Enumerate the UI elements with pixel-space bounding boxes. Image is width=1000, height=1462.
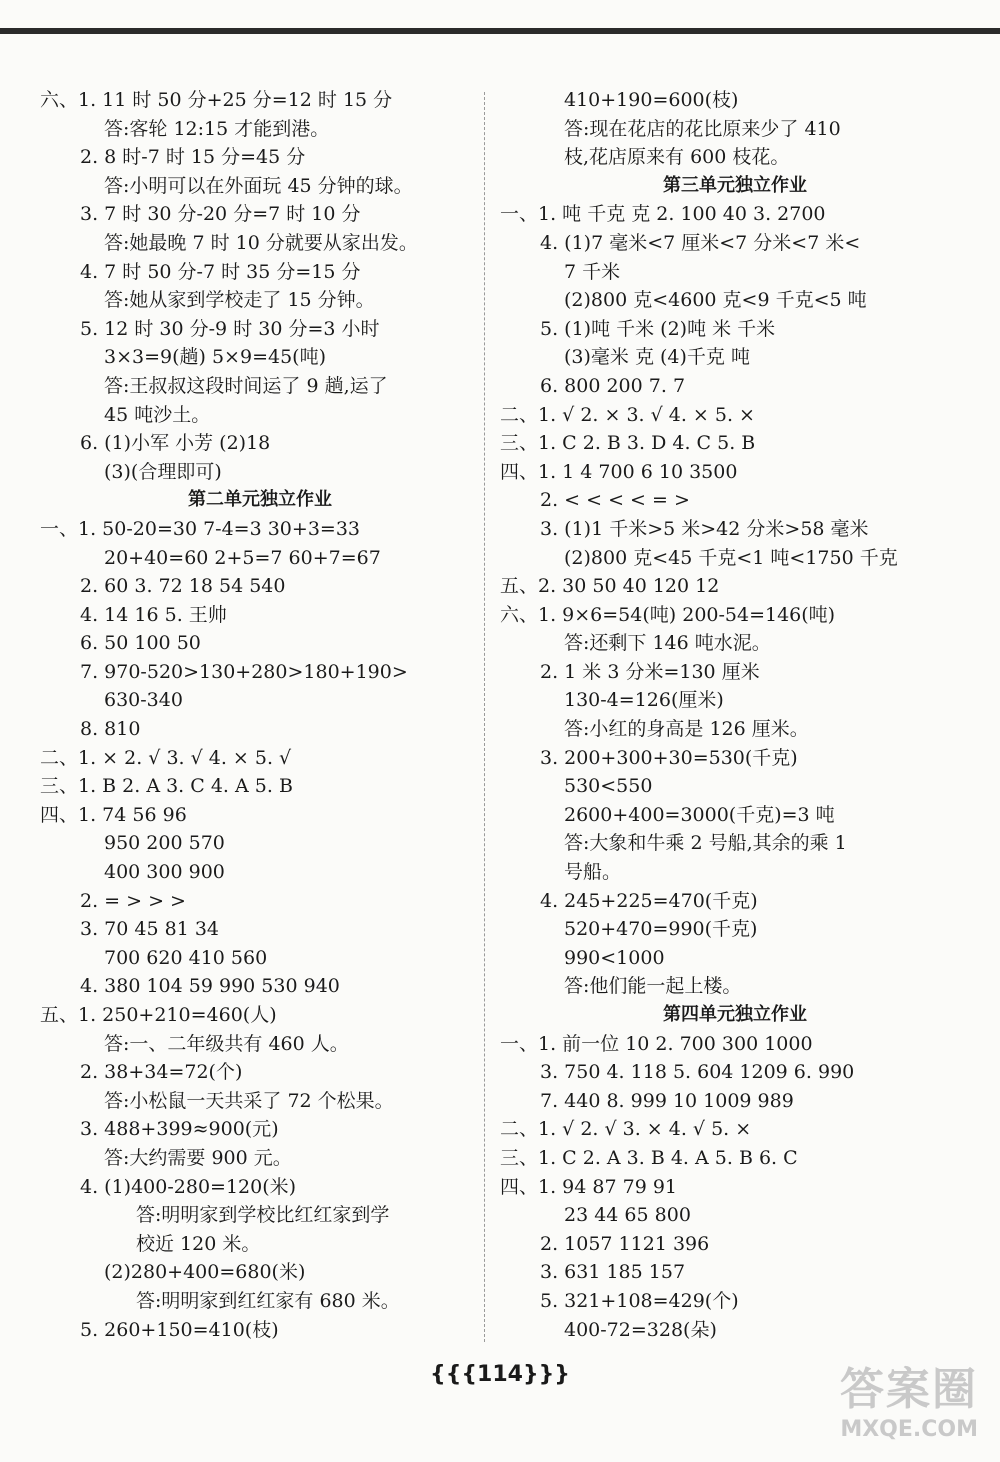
section-heading: 第二单元独立作业 (188, 489, 332, 511)
answer-line: 530<550 (564, 775, 653, 798)
answer-line: 23 44 65 800 (564, 1204, 691, 1227)
answer-line: 答:现在花店的花比原来少了 410 (564, 117, 841, 140)
answer-line: 3. 750 4. 118 5. 604 1209 6. 990 (540, 1061, 855, 1084)
answer-line: 4. (1)400-280=120(米) (80, 1175, 297, 1198)
right-answer-column (500, 86, 970, 1344)
answer-line: 三、1. C 2. A 3. B 4. A 5. B 6. C (500, 1146, 798, 1169)
answer-line: 校近 120 米。 (136, 1232, 261, 1255)
answer-line: 二、1. × 2. √ 3. √ 4. × 5. √ (40, 746, 292, 769)
answer-line: 答:明明家到学校比红红家到学 (136, 1204, 390, 1227)
answer-line: 枝,花店原来有 600 枝花。 (564, 146, 790, 169)
answer-line: 答:小红的身高是 126 厘米。 (564, 718, 809, 741)
answer-line: 答:小明可以在外面玩 45 分钟的球。 (104, 174, 413, 197)
answer-line: 6. 50 100 50 (80, 632, 201, 655)
answer-line: 3. 70 45 81 34 (80, 918, 219, 941)
answer-line: 答:小松鼠一天共采了 72 个松果。 (104, 1089, 394, 1112)
answer-line: 400 300 900 (104, 861, 225, 884)
answer-line: 2600+400=3000(千克)=3 吨 (564, 803, 835, 826)
answer-line: 3×3=9(趟) 5×9=45(吨) (104, 346, 326, 369)
answer-line: 答:大象和牛乘 2 号船,其余的乘 1 (564, 832, 847, 855)
answer-line: 4. 380 104 59 990 530 940 (80, 975, 340, 998)
top-rule (0, 28, 1000, 34)
answer-line: 答:她最晚 7 时 10 分就要从家出发。 (104, 231, 418, 254)
watermark-logo (840, 1353, 978, 1442)
answer-line: 答:明明家到红红家有 680 米。 (136, 1289, 400, 1312)
answer-line: 一、1. 前一位 10 2. 700 300 1000 (500, 1032, 813, 1055)
answer-line: 2. 38+34=72(个) (80, 1061, 243, 1084)
answer-line: 二、1. √ 2. √ 3. × 4. √ 5. × (500, 1118, 752, 1141)
answer-line: 四、1. 94 87 79 91 (500, 1175, 677, 1198)
answer-line: 六、1. 11 时 50 分+25 分=12 时 15 分 (40, 89, 393, 111)
answer-line: 答:客轮 12:15 才能到港。 (104, 117, 330, 140)
answer-line: 5. 12 时 30 分-9 时 30 分=3 小时 (80, 317, 380, 340)
page-number: {{{114}}} (430, 1362, 570, 1387)
answer-line: 答:一、二年级共有 460 人。 (104, 1032, 349, 1055)
answer-line: 700 620 410 560 (104, 946, 268, 969)
section-heading: 第四单元独立作业 (663, 1004, 807, 1025)
answer-line: 950 200 570 (104, 832, 225, 855)
answer-line: 400-72=328(朵) (564, 1318, 717, 1341)
answer-line: 答:王叔叔这段时间运了 9 趟,运了 (104, 374, 388, 397)
answer-line: 630-340 (104, 689, 183, 712)
answer-line: 一、1. 吨 千克 克 2. 100 40 3. 2700 (500, 203, 826, 226)
answer-line: 三、1. B 2. A 3. C 4. A 5. B (40, 775, 293, 798)
answer-line: 410+190=600(枝) (564, 89, 739, 111)
answer-line: 3. 7 时 30 分-20 分=7 时 10 分 (80, 203, 361, 226)
answer-line: 3. 631 185 157 (540, 1261, 686, 1284)
section-heading: 第三单元独立作业 (663, 174, 807, 196)
answer-line: 45 吨沙土。 (104, 403, 211, 426)
answer-line: 3. 488+399≈900(元) (80, 1118, 279, 1141)
answer-line: 3. (1)1 千米>5 米>42 分米>58 毫米 (540, 517, 869, 540)
answer-line: 2. = > > > (80, 889, 186, 912)
watermark-cn: 答案圈 (840, 1364, 978, 1415)
answer-line: 答:他们能一起上楼。 (564, 975, 742, 998)
answer-line: (3)毫米 克 (4)千克 吨 (564, 346, 750, 369)
answer-line: 5. 260+150=410(枝) (80, 1318, 279, 1341)
answer-line: 6. 800 200 7. 7 (540, 374, 686, 397)
answer-line: 四、1. 1 4 700 6 10 3500 (500, 460, 738, 483)
answer-line: 7 千米 (564, 260, 621, 283)
answer-line: 4. (1)7 毫米<7 厘米<7 分米<7 米< (540, 231, 861, 254)
answer-line: 二、1. √ 2. × 3. √ 4. × 5. × (500, 403, 755, 426)
answer-line: 5. 321+108=429(个) (540, 1289, 739, 1312)
answer-line: 4. 245+225=470(千克) (540, 889, 758, 912)
answer-line: 2. 1057 1121 396 (540, 1232, 710, 1255)
answer-line: 7. 970-520>130+280>180+190> (80, 660, 408, 683)
answer-line: 2. 60 3. 72 18 54 540 (80, 575, 286, 598)
watermark-url: MXQE.COM (840, 1417, 978, 1442)
answer-line: 3. 200+300+30=530(千克) (540, 746, 798, 769)
answer-line: 五、2. 30 50 40 120 12 (500, 575, 720, 598)
column-divider (484, 92, 485, 1342)
answer-line: 三、1. C 2. B 3. D 4. C 5. B (500, 432, 756, 455)
answer-line: (2)800 克<4600 克<9 千克<5 吨 (564, 289, 867, 312)
answer-line: 一、1. 50-20=30 7-4=3 30+3=33 (40, 517, 361, 540)
answer-line: (3)(合理即可) (104, 460, 222, 483)
answer-line: 四、1. 74 56 96 (40, 803, 187, 826)
answer-line: 2. 8 时-7 时 15 分=45 分 (80, 146, 306, 169)
answer-line: 7. 440 8. 999 10 1009 989 (540, 1089, 794, 1112)
answer-line: (2)800 克<45 千克<1 吨<1750 千克 (564, 546, 898, 569)
answer-line: 答:还剩下 146 吨水泥。 (564, 632, 771, 655)
answer-line: 8. 810 (80, 718, 141, 741)
answer-line: 4. 7 时 50 分-7 时 35 分=15 分 (80, 260, 361, 283)
answer-line: 5. (1)吨 千米 (2)吨 米 千米 (540, 317, 776, 340)
answer-line: 4. 14 16 5. 王帅 (80, 603, 227, 626)
answer-line: 990<1000 (564, 946, 665, 969)
answer-line: 号船。 (564, 861, 622, 884)
answer-line: 520+470=990(千克) (564, 918, 758, 941)
answer-line: 2. < < < < = > (540, 489, 690, 512)
answer-line: 6. (1)小军 小芳 (2)18 (80, 432, 271, 455)
answer-line: 五、1. 250+210=460(人) (40, 1004, 277, 1026)
answer-line: 答:大约需要 900 元。 (104, 1146, 292, 1169)
answer-line: (2)280+400=680(米) (104, 1261, 306, 1284)
left-answer-column (40, 86, 480, 1344)
answer-line: 130-4=126(厘米) (564, 689, 724, 712)
answer-line: 答:她从家到学校走了 15 分钟。 (104, 289, 375, 312)
answer-line: 六、1. 9×6=54(吨) 200-54=146(吨) (500, 603, 836, 626)
answer-line: 2. 1 米 3 分米=130 厘米 (540, 660, 760, 683)
answer-line: 20+40=60 2+5=7 60+7=67 (104, 546, 381, 569)
